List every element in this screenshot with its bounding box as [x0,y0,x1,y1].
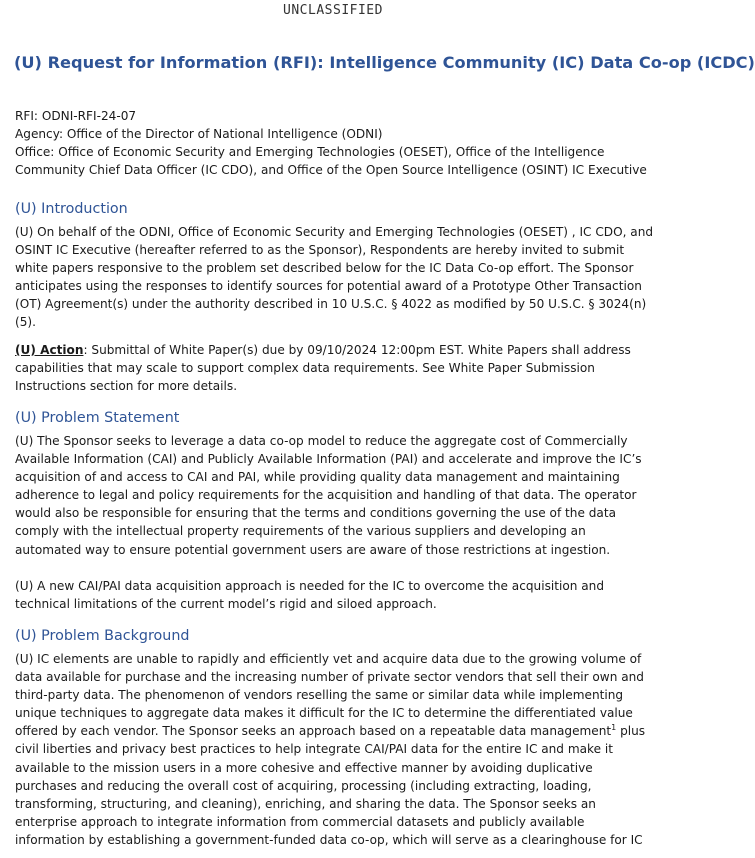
action-paragraph [15,341,655,395]
problem-background-text-1: (U) IC elements are unable to rapidly and efficiently vet and acquire data due to the growing volume of data available for purchase and the increasing number of private sector vendors that sell their own and third-party data. The phenomenon of vendors reselling the same or similar data while implementing unique techniques to aggregate data makes it difficult for the IC to determine the differentiated value offered by each vendor. The Sponsor seeks an approach based on a repeatable data management [15,652,644,739]
problem-statement-paragraph-2: (U) A new CAI/PAI data acquisition approach is needed for the IC to overcome the acquisition and technical limitations of the current model’s rigid and siloed approach. [15,579,604,612]
introduction-paragraph: (U) On behalf of the ODNI, Office of Economic Security and Emerging Technologies (OESET) , IC CDO, and OSINT IC Executive (hereafter referred to as the Sponsor), Respondents are hereby invited to submit white papers responsive to the problem set described below for the IC Data Co-op effort. The Sponsor anticipates using the responses to identify sources for potential award of a Prototype Other Transaction (OT) Agreement(s) under the authority described in 10 U.S.C. § 4022 as modified by 50 U.S.C. § 3024(n)(5). [15,225,654,330]
action-label: (U) Action [15,343,84,357]
rfi-metadata [15,107,655,179]
problem-statement-paragraph-1: (U) The Sponsor seeks to leverage a data co-op model to reduce the aggregate cost of Commercially Available Information (CAI) and Publicly Available Information (PAI) and accelerate and improve the IC’s acquisition of and access to CAI and PAI, while providing quality data management and maintaining adherence to legal and policy requirements for the acquisition and handling of that data. The operator would also be responsible for ensuring that the terms and conditions governing the use of the data comply with the intellectual property requirements of the various suppliers and developing an automated way to ensure potential government users are aware of those restrictions at ingestion. [15,434,642,557]
problem-background-text-2: plus civil liberties and privacy best practices to help integrate CAI/PAI data for the entire IC and make it available to the mission users in a more cohesive and effective manner by avoiding duplicative purchases and reducing the overall cost of acquiring, processing (including extracting, loading, transforming, structuring, and cleaning), enriching, and sharing the data. The Sponsor seeks an enterprise approach to integrate information from commercial datasets and publicly available information by establishing a government-funded data co-op, which will serve as a clearinghouse for IC [15,724,646,847]
action-text: : Submittal of White Paper(s) due by 09/10/2024 12:00pm EST. White Papers shall address capabilities that may scale to support complex data requirements. See White Paper Submission Instructions section for more details. [15,343,631,394]
problem-background-heading: (U) Problem Background [15,628,190,644]
introduction-heading: (U) Introduction [15,201,128,217]
problem-statement-heading: (U) Problem Statement [15,410,180,426]
agency-line: Agency: Office of the Director of National Intelligence (ODNI) [15,127,383,141]
document-title: (U) Request for Information (RFI): Intelligence Community (IC) Data Co-op (ICDC) [14,53,755,72]
classification-banner: UNCLASSIFIED [283,3,383,18]
office-line: Office: Office of Economic Security and Emerging Technologies (OESET), Office of the Intelligence Community Chief Data Officer (IC CDO), and Office of the Open Source Intelligence (OSINT) IC Executive [15,145,647,177]
rfi-number: RFI: ODNI-RFI-24-07 [15,109,137,123]
problem-background-paragraph [15,650,655,849]
footnote-reference[interactable]: 1 [611,723,617,733]
